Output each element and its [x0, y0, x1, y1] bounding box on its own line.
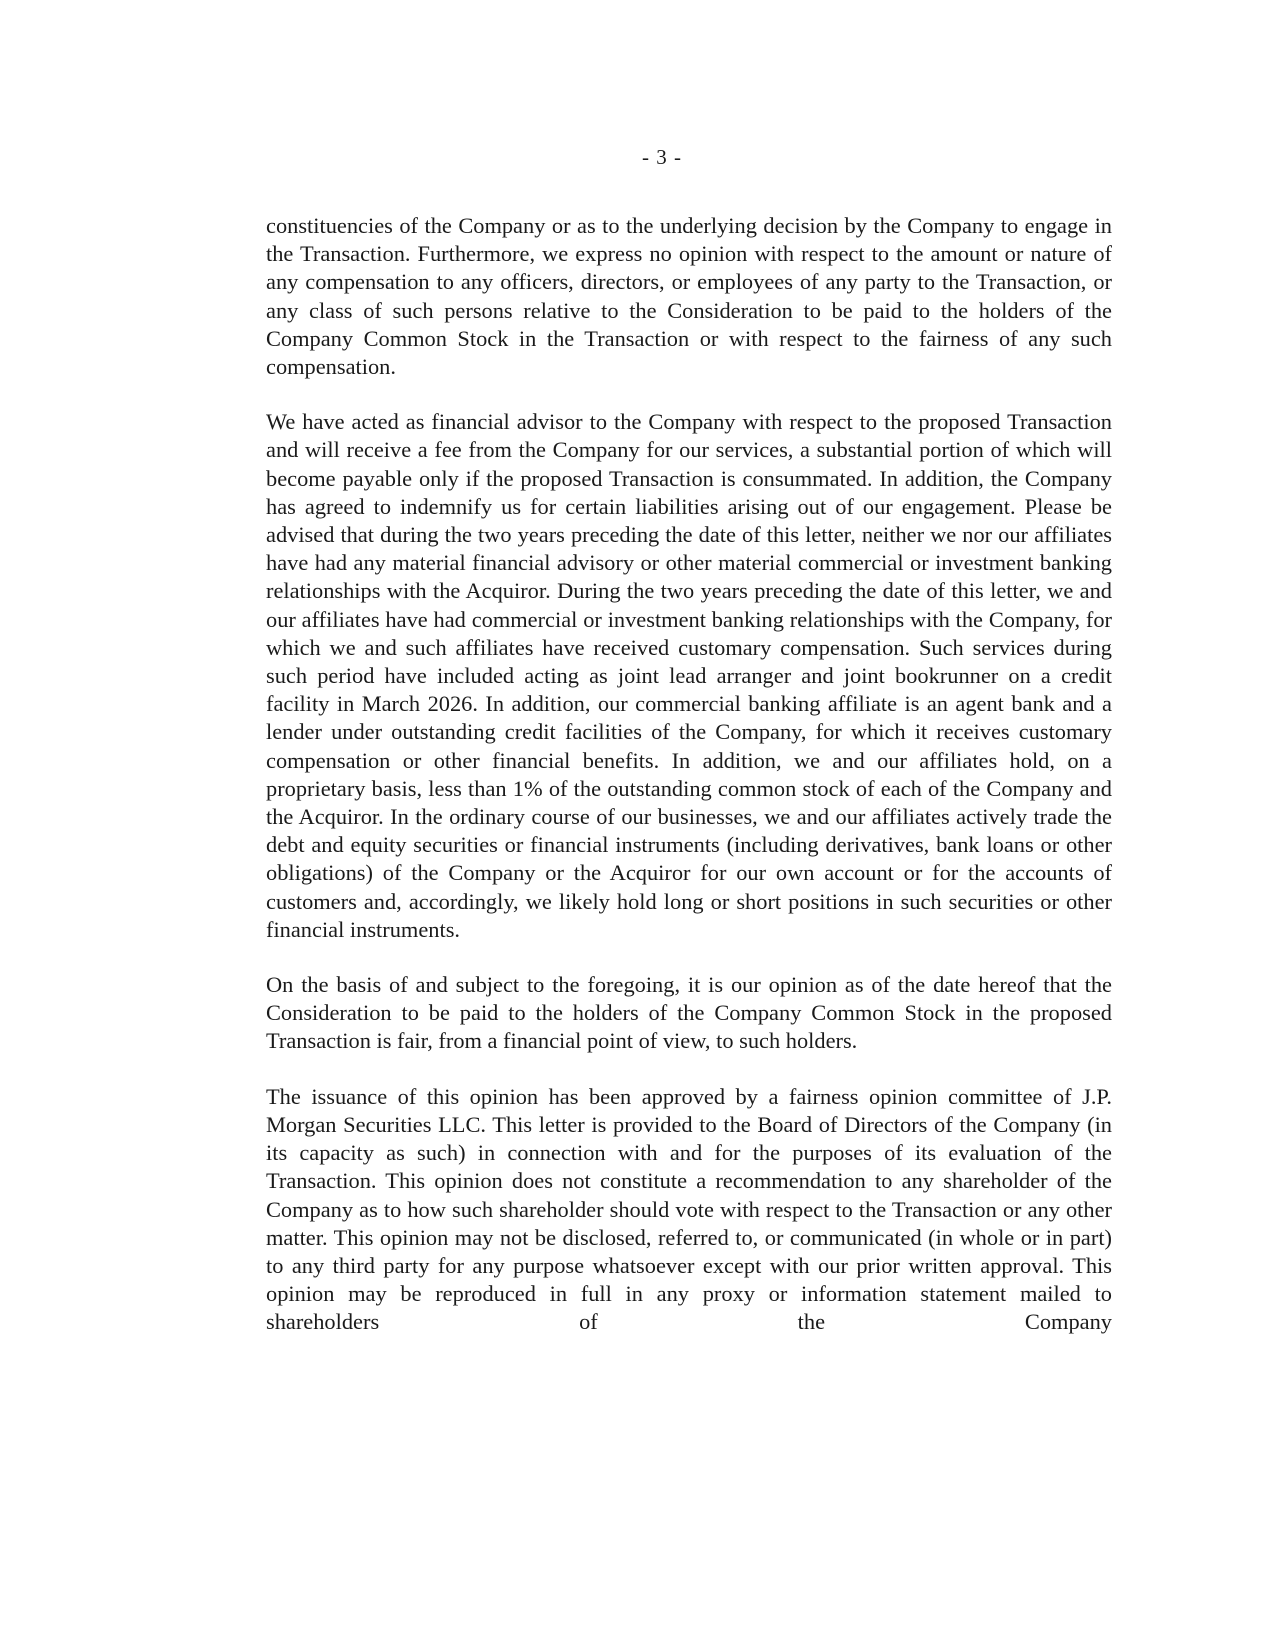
paragraph-opinion-usage: The issuance of this opinion has been approved by a fairness opinion committee of J.P. Morgan Securities LLC. This letter is provided to the Board of Directors of the Company (in its capacity as such) in connection with and for the purposes of its evaluation of the Transaction. This opinion does not constitute a recommendation to any shareholder of the Company as to how such shareholder should vote with respect to the Transaction or any other matter. This opinion may not be disclosed, referred to, or communicated (in whole or in part) to any third party for any purpose whatsoever except with our prior written approval. This opinion may be reproduced in full in any proxy or information statement mailed to shareholders of the Company — [266, 1083, 1112, 1335]
letter-body — [266, 212, 1112, 1364]
paragraph-fairness-opinion: On the basis of and subject to the foregoing, it is our opinion as of the date hereof that the Consideration to be paid to the holders of the Company Common Stock in the proposed Transaction is fair, from a financial point of view, to such holders. — [266, 972, 1112, 1054]
page-number: - 3 - — [642, 145, 682, 169]
paragraph-compensation-disclaimer: constituencies of the Company or as to the underlying decision by the Company to engage in the Transaction. Furthermore, we express no opinion with respect to the amount or nature of any compensation to any officers, directors, or employees of any party to the Transaction, or any class of such persons relative to the Consideration to be paid to the holders of the Company Common Stock in the Transaction or with respect to the fairness of any such compensation. — [266, 213, 1112, 380]
paragraph-advisor-relationships: We have acted as financial advisor to the Company with respect to the proposed Transaction and will receive a fee from the Company for our services, a substantial portion of which will become payable only if the proposed Transaction is consummated. In addition, the Company has agreed to indemnify us for certain liabilities arising out of our engagement. Please be advised that during the two years preceding the date of this letter, neither we nor our affiliates have had any material financial advisory or other material commercial or investment banking relationships with the Acquiror. During the two years preceding the date of this letter, we and our affiliates have had commercial or investment banking relationships with the Company, for which we and such affiliates have received customary compensation. Such services during such period have included acting as joint lead arranger and joint bookrunner on a credit facility in March 2026. In addition, our commercial banking affiliate is an agent bank and a lender under outstanding credit facilities of the Company, for which it receives customary compensation or other financial benefits. In addition, we and our affiliates hold, on a proprietary basis, less than 1% of the outstanding common stock of each of the Company and the Acquiror. In the ordinary course of our businesses, we and our affiliates actively trade the debt and equity securities or financial instruments (including derivatives, bank loans or other obligations) of the Company or the Acquiror for our own account or for the accounts of customers and, accordingly, we likely hold long or short positions in such securities or other financial instruments. — [266, 409, 1112, 942]
